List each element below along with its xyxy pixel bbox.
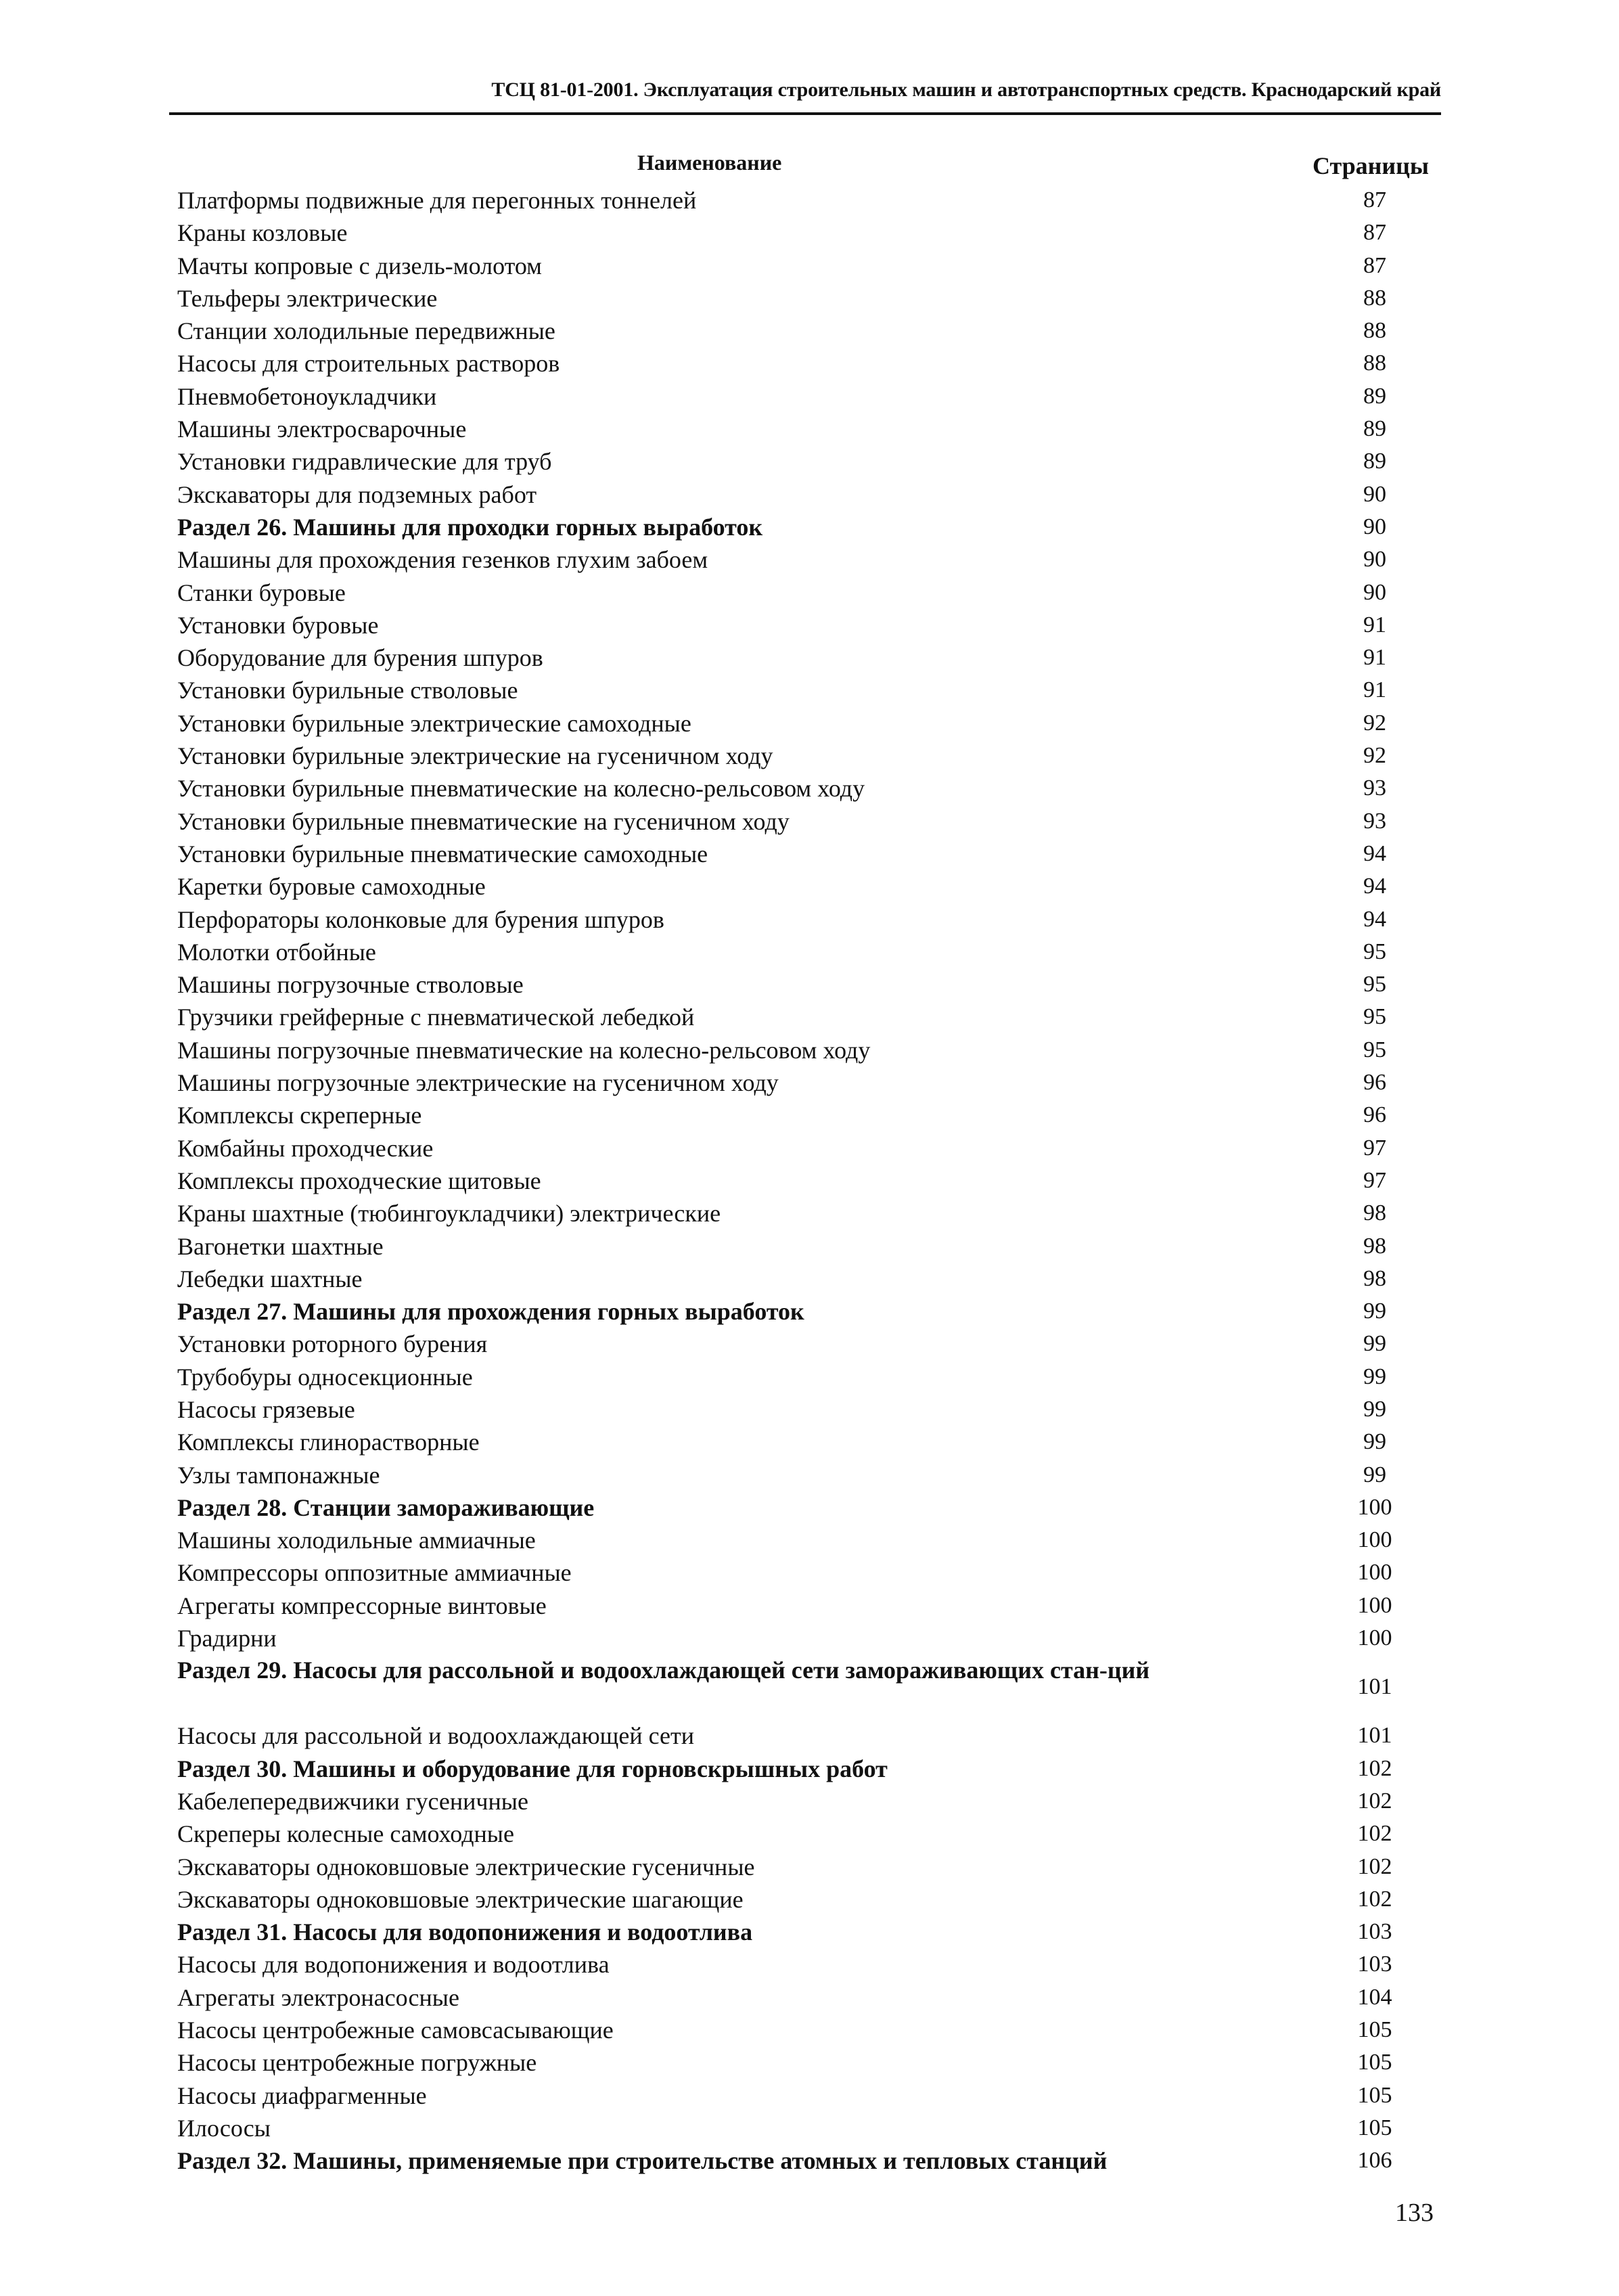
toc-page-number: 88 bbox=[1363, 351, 1386, 376]
toc-row bbox=[177, 1785, 1429, 1818]
toc-page-number: 90 bbox=[1363, 579, 1386, 605]
toc-page-number: 97 bbox=[1363, 1135, 1386, 1161]
toc-entry-title: Компрессоры оппозитные аммиачные bbox=[177, 1559, 572, 1587]
toc-row bbox=[177, 968, 1429, 1001]
toc-entry-title: Грузчики грейферные с пневматической лебедкой bbox=[177, 1004, 695, 1031]
toc-entry-title: Насосы грязевые bbox=[177, 1395, 355, 1423]
toc-entry-title: Насосы центробежные погружные bbox=[177, 2049, 537, 2077]
toc-row bbox=[177, 1622, 1429, 1655]
toc-section-title: Раздел 31. Насосы для водопонижения и водоотлива bbox=[177, 1918, 753, 1946]
toc-row bbox=[177, 445, 1429, 478]
toc-page-number: 98 bbox=[1363, 1200, 1386, 1226]
toc-row bbox=[177, 1001, 1429, 1033]
toc-page-number: 99 bbox=[1363, 1331, 1386, 1357]
toc-page-number: 102 bbox=[1357, 1853, 1392, 1879]
toc-entry-title: Машины холодильные аммиачные bbox=[177, 1527, 536, 1554]
toc-entry-title: Насосы центробежные самовсасывающие bbox=[177, 2017, 614, 2044]
toc-row bbox=[177, 282, 1429, 315]
toc-row bbox=[177, 2046, 1429, 2079]
toc-row bbox=[177, 740, 1429, 772]
toc-page-number: 99 bbox=[1363, 1396, 1386, 1422]
toc-row bbox=[177, 315, 1429, 347]
toc-page-number: 89 bbox=[1363, 416, 1386, 442]
toc-page-number: 87 bbox=[1363, 220, 1386, 246]
toc-page-number: 95 bbox=[1363, 972, 1386, 997]
toc-row bbox=[177, 1099, 1429, 1131]
toc-row bbox=[177, 903, 1429, 936]
toc-page-number: 89 bbox=[1363, 383, 1386, 409]
toc-row bbox=[177, 1197, 1429, 1230]
toc-page-number: 99 bbox=[1363, 1429, 1386, 1455]
toc-entry-title: Агрегаты компрессорные винтовые bbox=[177, 1592, 547, 1619]
toc-page-number: 103 bbox=[1357, 1919, 1392, 1945]
toc-page-number: 106 bbox=[1357, 2148, 1392, 2174]
toc-row bbox=[177, 1426, 1429, 1458]
toc-entry-title: Станции холодильные передвижные bbox=[177, 317, 555, 345]
toc-entry-title: Машины электросварочные bbox=[177, 415, 467, 443]
toc-entry-title: Каретки буровые самоходные bbox=[177, 873, 486, 901]
toc-page-number: 102 bbox=[1357, 1821, 1392, 1847]
toc-entry-title: Оборудование для бурения шпуров bbox=[177, 644, 543, 672]
toc-section-row bbox=[177, 1916, 1429, 1948]
toc-page-number: 88 bbox=[1363, 285, 1386, 311]
toc-page-number: 96 bbox=[1363, 1070, 1386, 1096]
toc-row bbox=[177, 674, 1429, 706]
toc-page-number: 95 bbox=[1363, 939, 1386, 964]
toc-row bbox=[177, 805, 1429, 838]
toc-row bbox=[177, 1165, 1429, 1197]
toc-entry-title: Трубобуры односекционные bbox=[177, 1363, 473, 1391]
toc-row bbox=[177, 641, 1429, 674]
toc-page-number: 94 bbox=[1363, 840, 1386, 866]
toc-row bbox=[177, 184, 1429, 217]
toc-row bbox=[177, 1263, 1429, 1295]
toc-row bbox=[177, 870, 1429, 903]
toc-row bbox=[177, 1590, 1429, 1622]
toc-entry-title: Молотки отбойные bbox=[177, 938, 376, 966]
toc-section-row bbox=[177, 1655, 1429, 1719]
toc-page-number: 92 bbox=[1363, 710, 1386, 736]
toc-row bbox=[177, 936, 1429, 968]
toc-page-number: 95 bbox=[1363, 1037, 1386, 1062]
toc-page-number: 88 bbox=[1363, 318, 1386, 344]
toc-page-number: 99 bbox=[1363, 1299, 1386, 1324]
toc-page-number: 91 bbox=[1363, 677, 1386, 703]
toc-row bbox=[177, 772, 1429, 805]
toc-section-row bbox=[177, 1491, 1429, 1524]
toc-page-number: 100 bbox=[1357, 1527, 1392, 1553]
toc-page-number: 99 bbox=[1363, 1462, 1386, 1487]
toc-page-number: 92 bbox=[1363, 743, 1386, 769]
toc-row bbox=[177, 1719, 1429, 1752]
toc-page-number: 89 bbox=[1363, 449, 1386, 474]
toc-page-number: 100 bbox=[1357, 1560, 1392, 1585]
toc-page-number: 93 bbox=[1363, 775, 1386, 801]
toc-entry-title: Насосы для рассольной и водоохлаждающей сети bbox=[177, 1722, 694, 1750]
toc-page-number: 100 bbox=[1357, 1592, 1392, 1618]
toc-page-number: 98 bbox=[1363, 1233, 1386, 1259]
column-header-name: Наименование bbox=[637, 150, 782, 175]
toc-page-number: 93 bbox=[1363, 808, 1386, 834]
table-of-contents bbox=[177, 184, 1429, 2178]
toc-page-number: 101 bbox=[1357, 1674, 1392, 1700]
toc-row bbox=[177, 1132, 1429, 1165]
toc-page-number: 105 bbox=[1357, 2050, 1392, 2075]
toc-row bbox=[177, 1393, 1429, 1426]
toc-page-number: 94 bbox=[1363, 874, 1386, 899]
toc-entry-title: Градирни bbox=[177, 1625, 277, 1652]
toc-page-number: 100 bbox=[1357, 1494, 1392, 1520]
toc-page-number: 105 bbox=[1357, 2115, 1392, 2140]
toc-section-title: Раздел 26. Машины для проходки горных выработок bbox=[177, 513, 763, 541]
toc-row bbox=[177, 577, 1429, 609]
toc-entry-title: Пневмобетоноукладчики bbox=[177, 382, 437, 410]
toc-entry-title: Мачты копровые с дизель-молотом bbox=[177, 252, 542, 279]
toc-entry-title: Экскаваторы одноковшовые электрические шагающие bbox=[177, 1885, 744, 1913]
toc-entry-title: Установки гидравлические для труб bbox=[177, 448, 552, 476]
column-headers bbox=[177, 150, 1429, 184]
toc-row bbox=[177, 1230, 1429, 1263]
toc-entry-title: Насосы для строительных растворов bbox=[177, 350, 560, 378]
toc-entry-title: Установки буровые bbox=[177, 611, 379, 639]
toc-entry-title: Экскаваторы одноковшовые электрические гусеничные bbox=[177, 1853, 755, 1881]
toc-page-number: 87 bbox=[1363, 252, 1386, 278]
toc-row bbox=[177, 380, 1429, 413]
toc-row bbox=[177, 2112, 1429, 2144]
toc-row bbox=[177, 217, 1429, 249]
toc-entry-title: Машины погрузочные электрические на гусеничном ходу bbox=[177, 1069, 779, 1097]
toc-row bbox=[177, 478, 1429, 511]
toc-entry-title: Комплексы глинорастворные bbox=[177, 1428, 480, 1456]
toc-entry-title: Установки бурильные электрические на гусеничном ходу bbox=[177, 742, 773, 770]
toc-entry-title: Установки бурильные электрические самоходные bbox=[177, 709, 691, 737]
toc-page-number: 99 bbox=[1363, 1364, 1386, 1389]
toc-row bbox=[177, 1883, 1429, 1916]
toc-entry-title: Комбайны проходческие bbox=[177, 1134, 434, 1162]
toc-section-row bbox=[177, 511, 1429, 543]
toc-entry-title: Насосы для водопонижения и водоотлива bbox=[177, 1951, 610, 1979]
toc-page-number: 104 bbox=[1357, 1984, 1392, 2010]
toc-entry-title: Кабелепередвижчики гусеничные bbox=[177, 1787, 528, 1815]
toc-page-number: 103 bbox=[1357, 1952, 1392, 1977]
toc-page-number: 87 bbox=[1363, 187, 1386, 212]
toc-row bbox=[177, 707, 1429, 740]
toc-entry-title: Экскаваторы для подземных работ bbox=[177, 480, 537, 508]
toc-page-number: 90 bbox=[1363, 514, 1386, 539]
toc-page-number: 100 bbox=[1357, 1625, 1392, 1651]
toc-entry-title: Илососы bbox=[177, 2114, 271, 2142]
toc-page-number: 102 bbox=[1357, 1886, 1392, 1912]
toc-row bbox=[177, 1818, 1429, 1850]
running-header-title: ТСЦ 81-01-2001. Эксплуатация строительных машин и автотранспортных средств. Краснодарский край bbox=[491, 78, 1441, 101]
toc-entry-title: Комплексы скреперные bbox=[177, 1102, 422, 1129]
toc-section-title: Раздел 29. Насосы для рассольной и водоохлаждающей сети замораживающих стан-ций bbox=[177, 1657, 1150, 1684]
toc-section-row bbox=[177, 1753, 1429, 1785]
toc-entry-title: Лебедки шахтные bbox=[177, 1265, 363, 1292]
toc-row bbox=[177, 1328, 1429, 1360]
toc-row bbox=[177, 543, 1429, 576]
toc-page-number: 102 bbox=[1357, 1755, 1392, 1781]
toc-page-number: 97 bbox=[1363, 1167, 1386, 1193]
toc-entry-title: Скреперы колесные самоходные bbox=[177, 1820, 514, 1848]
toc-entry-title: Перфораторы колонковые для бурения шпуров bbox=[177, 905, 664, 933]
toc-page-number: 91 bbox=[1363, 645, 1386, 671]
toc-entry-title: Узлы тампонажные bbox=[177, 1461, 380, 1489]
toc-page-number: 105 bbox=[1357, 2017, 1392, 2043]
toc-page-number: 90 bbox=[1363, 547, 1386, 572]
toc-entry-title: Краны шахтные (тюбингоукладчики) электрические bbox=[177, 1200, 721, 1228]
toc-entry-title: Установки бурильные стволовые bbox=[177, 677, 518, 704]
toc-row bbox=[177, 1981, 1429, 2014]
toc-entry-title: Насосы диафрагменные bbox=[177, 2081, 427, 2109]
column-header-pages: Страницы bbox=[1312, 152, 1429, 179]
toc-section-row bbox=[177, 1295, 1429, 1328]
toc-entry-title: Установки бурильные пневматические на гусеничном ходу bbox=[177, 807, 790, 835]
toc-entry-title: Вагонетки шахтные bbox=[177, 1232, 384, 1260]
toc-section-title: Раздел 32. Машины, применяемые при строительстве атомных и тепловых станций bbox=[177, 2147, 1108, 2175]
toc-page-number: 96 bbox=[1363, 1102, 1386, 1128]
toc-row bbox=[177, 413, 1429, 445]
toc-row bbox=[177, 1361, 1429, 1393]
toc-page-number: 91 bbox=[1363, 612, 1386, 637]
toc-row bbox=[177, 2014, 1429, 2046]
toc-row bbox=[177, 1034, 1429, 1066]
toc-row bbox=[177, 609, 1429, 641]
toc-entry-title: Тельферы электрические bbox=[177, 284, 438, 312]
toc-row bbox=[177, 1948, 1429, 1981]
toc-row bbox=[177, 1524, 1429, 1556]
toc-row bbox=[177, 1459, 1429, 1491]
toc-entry-title: Станки буровые bbox=[177, 579, 346, 606]
toc-entry-title: Машины погрузочные пневматические на колесно-рельсовом ходу bbox=[177, 1036, 871, 1064]
toc-row bbox=[177, 838, 1429, 870]
toc-entry-title: Краны козловые bbox=[177, 219, 348, 247]
toc-entry-title: Установки бурильные пневматические самоходные bbox=[177, 840, 708, 868]
toc-page-number: 90 bbox=[1363, 481, 1386, 507]
toc-entry-title: Машины для прохождения гезенков глухим забоем bbox=[177, 546, 708, 574]
toc-entry-title: Машины погрузочные стволовые bbox=[177, 971, 524, 999]
toc-entry-title: Установки бурильные пневматические на колесно-рельсовом ходу bbox=[177, 775, 865, 803]
toc-row bbox=[177, 250, 1429, 282]
header-rule bbox=[169, 112, 1441, 115]
toc-page-number: 95 bbox=[1363, 1004, 1386, 1030]
toc-section-title: Раздел 30. Машины и оборудование для горновскрышных работ bbox=[177, 1755, 888, 1782]
toc-entry-title: Комплексы проходческие щитовые bbox=[177, 1167, 541, 1194]
toc-entry-title: Установки роторного бурения bbox=[177, 1330, 488, 1358]
toc-entry-title: Платформы подвижные для перегонных тоннелей bbox=[177, 187, 697, 214]
toc-section-title: Раздел 28. Станции замораживающие bbox=[177, 1493, 595, 1521]
toc-page-number: 105 bbox=[1357, 2082, 1392, 2108]
toc-row bbox=[177, 1066, 1429, 1099]
toc-page-number: 102 bbox=[1357, 1788, 1392, 1814]
toc-page-number: 101 bbox=[1357, 1723, 1392, 1749]
toc-section-title: Раздел 27. Машины для прохождения горных выработок bbox=[177, 1298, 804, 1326]
toc-page-number: 94 bbox=[1363, 906, 1386, 932]
page-number: 133 bbox=[1395, 2199, 1434, 2227]
toc-row bbox=[177, 1556, 1429, 1589]
toc-entry-title: Агрегаты электронасосные bbox=[177, 1983, 459, 2011]
toc-row bbox=[177, 347, 1429, 380]
running-header bbox=[169, 74, 1441, 115]
toc-section-row bbox=[177, 2144, 1429, 2177]
toc-row bbox=[177, 2079, 1429, 2112]
toc-row bbox=[177, 1851, 1429, 1883]
toc-page-number: 98 bbox=[1363, 1265, 1386, 1291]
